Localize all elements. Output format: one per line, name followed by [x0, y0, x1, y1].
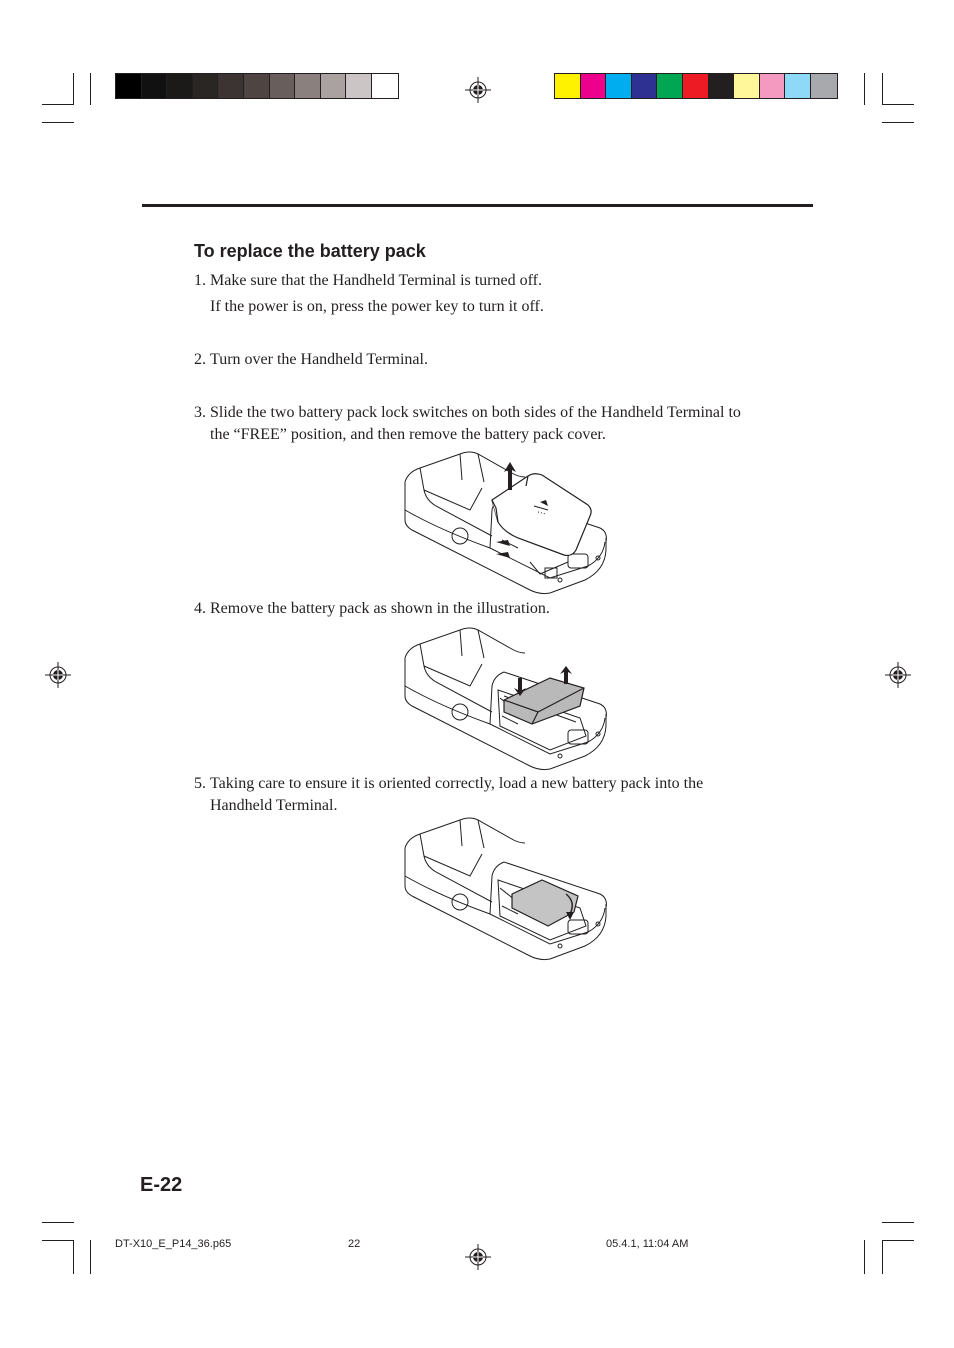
color-swatch	[785, 74, 811, 98]
load-battery-pack-illustration	[400, 816, 610, 964]
crop-mark	[73, 73, 74, 105]
step-text: If the power is on, press the power key to turn it off.	[210, 298, 544, 315]
crop-mark	[42, 1222, 74, 1223]
remove-battery-pack-illustration	[400, 626, 610, 774]
gray-swatch	[270, 74, 296, 98]
crop-mark	[864, 1240, 865, 1274]
step-number: 1.	[194, 272, 206, 289]
crop-mark	[882, 1240, 914, 1241]
crop-mark	[42, 122, 74, 123]
crop-mark	[90, 1240, 91, 1274]
crop-mark	[882, 122, 914, 123]
color-swatch	[555, 74, 581, 98]
registration-mark-icon	[465, 77, 491, 103]
grayscale-color-bar	[115, 73, 399, 99]
footer-page: 22	[348, 1238, 361, 1250]
step-text: Remove the battery pack as shown in the illustration.	[210, 600, 550, 617]
step-text: Handheld Terminal.	[210, 797, 338, 814]
step-text: Slide the two battery pack lock switches on both sides of the Handheld Terminal to	[210, 404, 741, 421]
step-number: 3.	[194, 404, 206, 421]
process-color-bar	[554, 73, 838, 99]
registration-mark-icon	[45, 662, 71, 688]
crop-mark	[73, 1240, 74, 1274]
registration-mark-icon	[885, 662, 911, 688]
crop-mark	[42, 104, 74, 105]
crop-mark	[90, 73, 91, 105]
crop-mark	[882, 1222, 914, 1223]
registration-mark-icon	[465, 1244, 491, 1270]
step-text: Turn over the Handheld Terminal.	[210, 351, 428, 368]
gray-swatch	[218, 74, 244, 98]
crop-mark	[42, 1240, 74, 1241]
gray-swatch	[167, 74, 193, 98]
color-swatch	[632, 74, 658, 98]
crop-mark	[864, 73, 865, 105]
step-text: the “FREE” position, and then remove the battery pack cover.	[210, 426, 606, 443]
crop-mark	[882, 73, 883, 105]
page-number: E-22	[140, 1174, 183, 1196]
color-swatch	[581, 74, 607, 98]
section-rule	[142, 204, 813, 207]
gray-swatch	[116, 74, 142, 98]
footer-timestamp: 05.4.1, 11:04 AM	[606, 1238, 689, 1250]
color-swatch	[657, 74, 683, 98]
step-number: 2.	[194, 351, 206, 368]
gray-swatch	[372, 74, 398, 98]
gray-swatch	[244, 74, 270, 98]
crop-mark	[882, 104, 914, 105]
gray-swatch	[142, 74, 168, 98]
gray-swatch	[193, 74, 219, 98]
color-swatch	[683, 74, 709, 98]
step-number: 4.	[194, 600, 206, 617]
crop-mark	[882, 1240, 883, 1274]
color-swatch	[760, 74, 786, 98]
step-text: Taking care to ensure it is oriented correctly, load a new battery pack into the	[210, 775, 704, 792]
section-heading: To replace the battery pack	[194, 241, 426, 261]
gray-swatch	[346, 74, 372, 98]
gray-swatch	[295, 74, 321, 98]
footer-file-name: DT-X10_E_P14_36.p65	[115, 1238, 232, 1250]
color-swatch	[709, 74, 735, 98]
color-swatch	[606, 74, 632, 98]
gray-swatch	[321, 74, 347, 98]
color-swatch	[734, 74, 760, 98]
color-swatch	[811, 74, 837, 98]
step-text: Make sure that the Handheld Terminal is turned off.	[210, 272, 542, 289]
remove-battery-cover-illustration	[400, 450, 610, 598]
step-number: 5.	[194, 775, 206, 792]
